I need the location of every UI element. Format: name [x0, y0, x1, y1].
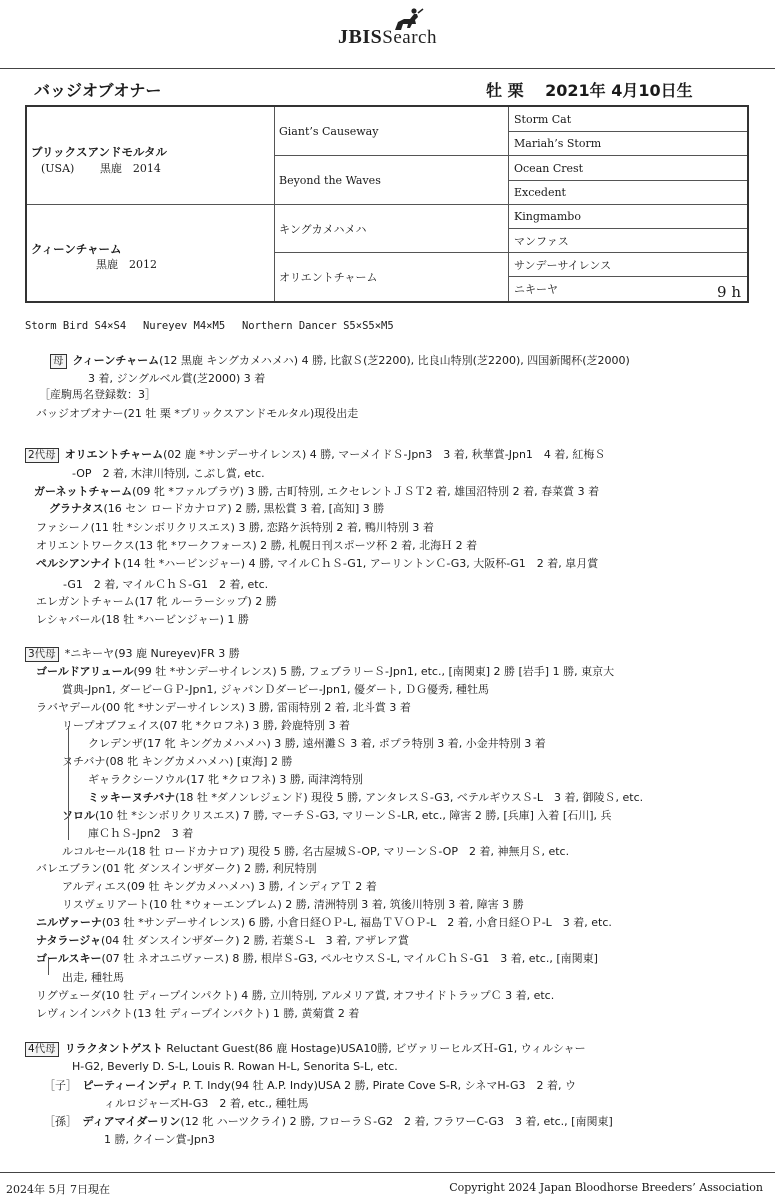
horse-link[interactable]: リープオブフェイス: [62, 719, 160, 732]
horse-link[interactable]: エレガントチャーム: [36, 595, 135, 608]
record-text: 庫ＣｈＳ-Jpn2 3 着: [88, 827, 194, 840]
family-line: [25, 645, 240, 664]
family-line: [62, 896, 524, 915]
record-text: (13 牡 ディープインパクト) 1 勝, 黄菊賞 2 着: [133, 1007, 360, 1020]
horse-link[interactable]: ミッキーヌチバナ: [88, 791, 176, 804]
horse-link[interactable]: ゴールスキー: [36, 952, 102, 965]
family-line: [44, 1113, 613, 1132]
family-line: [88, 825, 193, 844]
record-text: (00 牝 *サンデーサイレンス) 3 勝, 雷雨特別 2 着, 北斗賞 3 着: [101, 701, 411, 714]
footer: [0, 1172, 775, 1196]
logo-search: Search: [382, 27, 437, 48]
record-text: Reluctant Guest(86 鹿 Hostage)USA10勝, ビヴァリーヒルズＨ-G1, ウィルシャー: [162, 1042, 586, 1055]
record-text: -OP 2 着, 木津川特別, こぶし賞, etc.: [72, 467, 265, 480]
family-line: [62, 753, 292, 772]
family-line: [62, 843, 569, 862]
record-text: (10 牡 *シンボリクリスエス) 7 勝, マーチＳ-G3, マリーンＳ-LR, etc., 障害 2 勝, [兵庫] 入着 [石川], 兵: [95, 809, 612, 822]
family-line: [36, 987, 554, 1006]
record-text: (13 牝 *ワークフォース) 2 勝, 札幌日刊スポーツ杯 2 着, 北海Ｈ 2 着: [134, 539, 478, 552]
family-line: [36, 860, 317, 879]
horse-name: バッジオブオナー: [34, 81, 162, 100]
family-line: [36, 663, 614, 682]
pedigree-g3-4[interactable]: Excedent: [509, 181, 747, 205]
record-text: 1 勝, クイーン賞-Jpn3: [104, 1133, 215, 1146]
horse-link[interactable]: リグヴェーダ: [36, 989, 102, 1002]
pedigree-g3-6[interactable]: マンファス: [509, 229, 747, 253]
record-text: (14 牡 *ハービンジャー) 4 勝, マイルＣｈＳ-G1, アーリントンＣ-G3, 大阪杯-G1 2 着, 皐月賞: [122, 557, 599, 570]
family-line: [39, 386, 156, 405]
family-line: [104, 1131, 215, 1150]
family-line: [36, 519, 434, 538]
record-text: (18 牡 ロードカナロア) 現役 5 勝, 名古屋城Ｓ-OP, マリーンＳ-OP 2 着, 神無月Ｓ, etc.: [127, 845, 570, 858]
family-line: [104, 1095, 309, 1114]
record-text: (17 牝 ルーラーシップ) 2 勝: [134, 595, 277, 608]
horse-link[interactable]: *ニキーヤ: [64, 647, 115, 660]
horse-link[interactable]: レシャバール: [36, 613, 102, 626]
record-text: H-G2, Beverly D. S-L, Louis R. Rowan H-L, Senorita S-L, etc.: [72, 1060, 398, 1073]
record-text: -G1 2 着, マイルＣｈＳ-G1 2 着, etc.: [63, 578, 269, 591]
horse-link[interactable]: クィーンチャーム: [72, 354, 160, 367]
logo-jbis: JBIS: [338, 26, 383, 48]
title-row: [34, 78, 754, 102]
family-line: [62, 969, 124, 988]
record-text: (18 牡 *ハービンジャー) 1 勝: [101, 613, 249, 626]
family-line: [36, 1005, 359, 1024]
family-line: [25, 446, 605, 465]
record-text: P. T. Indy(94 牡 A.P. Indy)USA 2 勝, Pirate Cove S-R, シネマH-G3 2 着, ウ: [179, 1079, 576, 1092]
sire-name[interactable]: ブリックスアンドモルタル: [31, 145, 168, 159]
horse-link[interactable]: ギャラクシーソウル: [88, 773, 187, 786]
record-text: (03 牡 *サンデーサイレンス) 6 勝, 小倉日経ＯＰ-L, 福島ＴＶＯＰ-L 2 着, 小倉日経ＯＰ-L 3 着, etc.: [101, 916, 612, 929]
record-text: (17 牝 *クロフネ) 3 勝, 両津湾特別: [186, 773, 363, 786]
inbreeding-summary: Storm Bird S4×S4 Nureyev M4×M5 Northern Dancer S5×S5×M5: [25, 320, 394, 332]
horse-link[interactable]: ナタラージャ: [36, 934, 102, 947]
horse-link[interactable]: ニルヴァーナ: [36, 916, 102, 929]
cross-count: 9 h: [717, 283, 741, 301]
record-text: (07 牡 ネオユニヴァース) 8 勝, 根岸Ｓ-G3, ペルセウスＳ-L, マイルＣｈＳ-G1 3 着, etc., [南関東]: [101, 952, 598, 965]
family-line: [34, 483, 599, 502]
generation-tag: 母: [50, 354, 67, 369]
family-line: [36, 405, 358, 424]
record-text: (12 牝 ハーツクライ) 2 勝, フローラＳ-G2 2 着, フラワーC-G3 3 着, etc., [南関東]: [180, 1115, 613, 1128]
tree-line: [48, 957, 49, 975]
family-line: [88, 789, 643, 808]
family-line: [36, 537, 477, 556]
family-line: [62, 878, 377, 897]
header-divider: [0, 68, 775, 69]
horse-link[interactable]: ルコルセール: [62, 845, 128, 858]
horse-link[interactable]: ヌチバナ: [62, 755, 106, 768]
pedigree-g3-8[interactable]: ニキーヤ: [514, 283, 558, 296]
record-text: (18 牡 *ダノンレジェンド) 現役 5 勝, アンタレスＳ-G3, ベテルギウスＳ-L 3 着, 御陵Ｓ, etc.: [175, 791, 644, 804]
family-line: [62, 681, 489, 700]
record-text: (02 鹿 *サンデーサイレンス) 4 勝, マーメイドＳ-Jpn3 3 着, 秋華賞-Jpn1 4 着, 紅梅Ｓ: [163, 448, 606, 461]
record-text: (93 鹿 Nureyev)FR 3 勝: [114, 647, 240, 660]
record-text: (04 牡 ダンスインザダーク) 2 勝, 若葉Ｓ-L 3 着, アザレア賞: [101, 934, 409, 947]
record-text: (01 牝 ダンスインザダーク) 2 勝, 利尻特別: [102, 862, 317, 875]
site-logo[interactable]: [0, 8, 775, 49]
horse-link[interactable]: レヴィンインパクト: [36, 1007, 134, 1020]
horse-rider-icon: [392, 8, 426, 32]
horse-link[interactable]: ピーティーインディ: [82, 1079, 180, 1092]
relation-prefix: ［子］: [44, 1079, 83, 1092]
family-line: [36, 611, 249, 630]
horse-link[interactable]: ファシーノ: [36, 521, 91, 534]
pedigree-sire: [27, 107, 275, 205]
family-line: [62, 717, 350, 736]
relation-prefix: ［孫］: [44, 1115, 83, 1128]
record-text: (10 牡 *ウォーエンブレム) 2 勝, 清洲特別 3 着, 筑後川特別 3 着, 障害 3 勝: [149, 898, 524, 911]
pedigree-g2-2[interactable]: Beyond the Waves: [275, 156, 509, 205]
pedigree-g3-7[interactable]: サンデーサイレンス: [509, 253, 747, 277]
family-line: [50, 352, 630, 371]
family-line: [72, 465, 265, 484]
horse-link[interactable]: リスヴェリアート: [62, 898, 150, 911]
horse-link[interactable]: ゴールドアリュール: [36, 665, 134, 678]
horse-link[interactable]: ディアマイダーリン: [82, 1115, 181, 1128]
horse-link[interactable]: グラナタス: [49, 502, 104, 515]
footer-copyright: Copyright 2024 Japan Bloodhorse Breeders’ Association: [449, 1181, 763, 1194]
family-line: [36, 950, 598, 969]
horse-link[interactable]: アルディエス: [62, 880, 127, 893]
horse-link[interactable]: ガーネットチャーム: [34, 485, 133, 498]
pedigree-g2-3[interactable]: キングカメハメハ: [275, 205, 509, 253]
family-line: [88, 735, 546, 754]
horse-link[interactable]: クレデンザ: [88, 737, 143, 750]
record-text: (09 牝 *ファルブラヴ) 3 勝, 古町特別, エクセレントＪＳＴ2 着, 雄国沼特別 2 着, 春菜賞 3 着: [132, 485, 600, 498]
family-line: [63, 576, 268, 595]
pedigree-dam: [27, 205, 275, 301]
horse-link[interactable]: オリエントワークス: [36, 539, 135, 552]
horse-link[interactable]: オリエントチャーム: [64, 448, 164, 461]
record-text: 出走, 種牡馬: [62, 971, 124, 984]
horse-link[interactable]: バレエブラン: [36, 862, 102, 875]
pedigree-g2-1[interactable]: Giant’s Causeway: [275, 107, 509, 156]
record-text: (99 牡 *サンデーサイレンス) 5 勝, フェブラリーＳ-Jpn1, etc., [南関東] 2 勝 [岩手] 1 勝, 東京大: [133, 665, 615, 678]
family-line: [88, 771, 363, 790]
horse-link[interactable]: ラバヤデール: [36, 701, 102, 714]
pedigree-g2-4[interactable]: オリエントチャーム: [275, 253, 509, 301]
footer-date: 2024年 5月 7日現在: [6, 1183, 110, 1196]
tree-line: [68, 820, 69, 840]
record-text: (08 牝 キングカメハメハ) [東海] 2 勝: [105, 755, 293, 768]
record-text: 3 着, ジングルベル賞(芝2000) 3 着: [88, 372, 266, 385]
family-line: [36, 555, 598, 574]
horse-link[interactable]: ペルシアンナイト: [36, 557, 123, 570]
record-text: (07 牝 *クロフネ) 3 勝, 鈴鹿特別 3 着: [159, 719, 350, 732]
family-line: [36, 699, 411, 718]
family-line: [25, 1040, 586, 1059]
family-line: [62, 807, 612, 826]
generation-tag: 4代母: [25, 1042, 59, 1057]
family-line: [49, 500, 384, 519]
record-text: ［産駒馬名登録数：3］: [39, 388, 156, 401]
record-text: (12 黒鹿 キングカメハメハ) 4 勝, 比叡Ｓ(芝2200), 比良山特別(芝2200), 四国新聞杯(芝2000): [159, 354, 630, 367]
record-text: (17 牝 キングカメハメハ) 3 勝, 遠州灘Ｓ 3 着, ポプラ特別 3 着, 小金井特別 3 着: [142, 737, 546, 750]
pedigree-table: [25, 105, 749, 303]
sire-detail: (USA) 黒鹿 2014: [41, 162, 161, 175]
family-line: [36, 593, 277, 612]
pedigree-g3-1[interactable]: Storm Cat: [509, 107, 747, 132]
record-text: (10 牡 ディープインパクト) 4 勝, 立川特別, アルメリア賞, オフサイドトラップＣ 3 着, etc.: [101, 989, 555, 1002]
record-text: (11 牡 *シンボリクリスエス) 3 勝, 恋路ケ浜特別 2 着, 鴨川特別 3 着: [90, 521, 434, 534]
horse-link[interactable]: リラクタントゲスト: [64, 1042, 163, 1055]
record-text: (09 牡 キングカメハメハ) 3 勝, インディアＴ 2 着: [126, 880, 377, 893]
record-text: ィルロジャーズH-G3 2 着, etc., 種牡馬: [104, 1097, 309, 1110]
generation-tag: 2代母: [25, 448, 59, 463]
family-line: [36, 914, 612, 933]
record-text: バッジオブオナー(21 牡 栗 *ブリックスアンドモルタル)現役出走: [36, 407, 359, 420]
pedigree-g3-2[interactable]: Mariah’s Storm: [509, 132, 747, 156]
family-line: [44, 1077, 576, 1096]
family-line: [72, 1058, 398, 1077]
horse-link[interactable]: ソロル: [62, 809, 95, 822]
dam-name[interactable]: クィーンチャーム: [31, 242, 122, 256]
generation-tag: 3代母: [25, 647, 59, 662]
pedigree-g3-3[interactable]: Ocean Crest: [509, 156, 747, 181]
record-text: (16 セン ロードカナロア) 2 勝, 黒松賞 3 着, [高知] 3 勝: [103, 502, 385, 515]
record-text: 賞典-Jpn1, ダービーＧＰ-Jpn1, ジャパンＤダービー-Jpn1, 優ダート, ＤＧ優秀, 種牡馬: [62, 683, 489, 696]
dam-detail: 黒鹿 2012: [41, 258, 157, 271]
family-line: [36, 932, 409, 951]
horse-info: 牡 栗 2021年 4月10日生: [486, 81, 693, 100]
pedigree-g3-5[interactable]: Kingmambo: [509, 205, 747, 229]
